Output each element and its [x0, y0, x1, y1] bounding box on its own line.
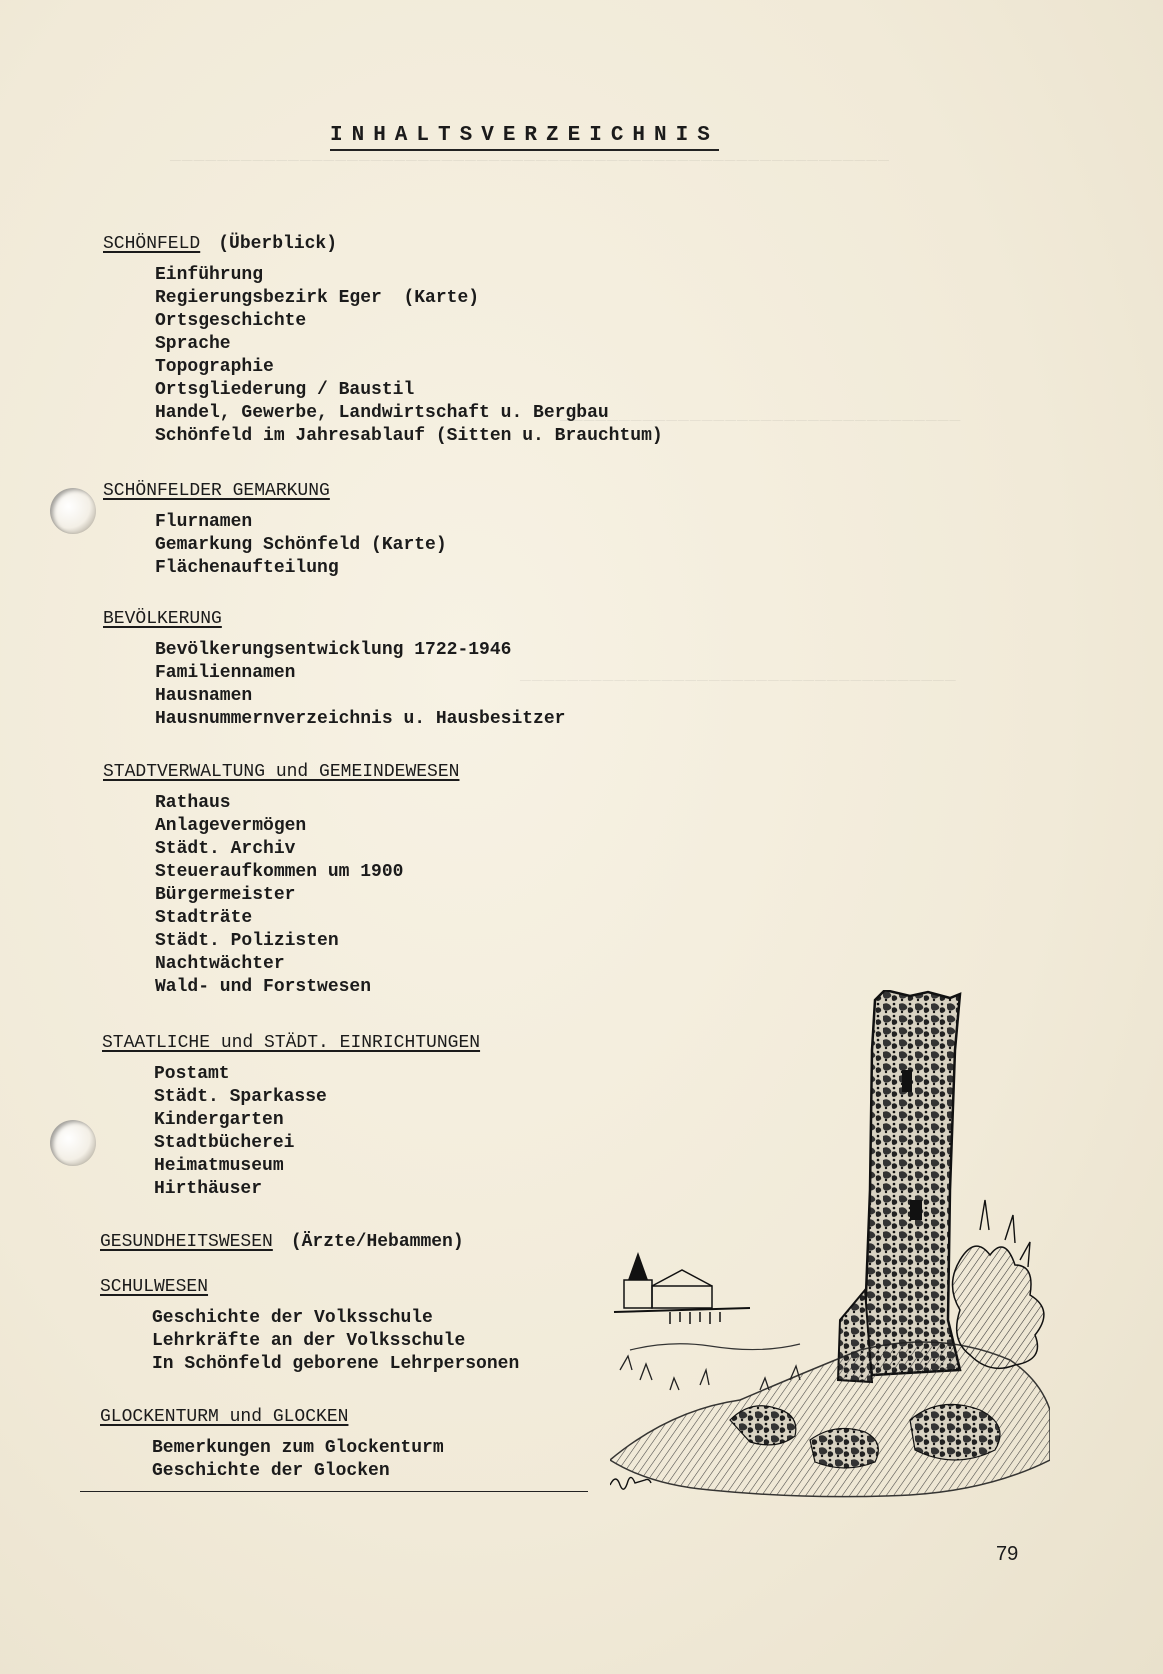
- toc-section-schoenfeld: [103, 234, 663, 448]
- toc-item: Ortsgeschichte: [155, 311, 307, 331]
- toc-item: Topographie: [155, 357, 274, 377]
- section-heading: STADTVERWALTUNG und GEMEINDEWESEN: [103, 762, 460, 782]
- toc-section-stadtverwaltung: [103, 762, 459, 999]
- toc-item: Einführung: [155, 265, 264, 285]
- page-number: 79: [996, 1543, 1019, 1565]
- section-heading: SCHULWESEN: [100, 1277, 209, 1297]
- toc-item: Kindergarten: [154, 1110, 284, 1130]
- toc-item: Flurnamen: [155, 512, 253, 532]
- toc-item: Hausnummernverzeichnis u. Hausbesitzer: [155, 709, 566, 729]
- toc-item: Stadträte: [155, 908, 253, 928]
- item-list: [155, 792, 459, 999]
- item-list: [152, 1437, 444, 1483]
- toc-item: Bemerkungen zum Glockenturm: [152, 1438, 444, 1458]
- bottom-rule: [80, 1491, 588, 1492]
- toc-item: Städt. Sparkasse: [154, 1087, 327, 1107]
- toc-item: Gemarkung Schönfeld (Karte): [155, 535, 447, 555]
- toc-item: Städt. Polizisten: [155, 931, 339, 951]
- toc-item: Wald- und Forstwesen: [155, 977, 372, 997]
- toc-item: Regierungsbezirk Eger (Karte): [155, 288, 480, 308]
- toc-item: Flächenaufteilung: [155, 558, 339, 578]
- toc-item: Ortsgliederung / Baustil: [155, 380, 415, 400]
- toc-item: Heimatmuseum: [154, 1156, 284, 1176]
- page-title: INHALTSVERZEICHNIS: [330, 124, 719, 151]
- toc-item: In Schönfeld geborene Lehrpersonen: [152, 1354, 520, 1374]
- toc-item: Bevölkerungsentwicklung 1722-1946: [155, 640, 512, 660]
- toc-item: Nachtwächter: [155, 954, 285, 974]
- section-heading: GESUNDHEITSWESEN: [100, 1232, 273, 1252]
- punch-hole-upper: [50, 488, 96, 534]
- toc-item: Schönfeld im Jahresablauf (Sitten u. Brauchtum): [155, 426, 663, 446]
- toc-item: Städt. Archiv: [155, 839, 296, 859]
- document-page: ‾‾‾‾‾‾‾‾‾‾‾‾‾‾‾‾‾‾‾‾‾‾‾‾‾‾‾‾‾‾‾‾‾‾‾‾‾‾‾‾‾‾‾‾‾‾‾‾‾‾‾‾‾‾‾‾‾‾‾‾‾ ‾‾‾‾‾‾‾‾‾‾‾‾‾‾‾‾‾‾‾‾‾‾‾‾‾‾‾‾‾‾‾‾‾‾ ‾‾‾‾‾‾‾‾‾‾‾‾‾‾‾‾‾‾‾‾‾‾‾‾‾‾‾‾‾‾‾‾‾‾‾‾‾ INHALTSVERZEICHNIS SCHÖNFELD (Überblick) Einführung Regierungsbezirk Eger (Karte) Ortsgeschichte Sprache Topographie Ortsgliederung / Baustil Handel, Gewerbe, Landwirtschaft u. Bergbau Schönfeld im Jahresablauf (Sitten u. Brauchtum) SCHÖNFELDER GEMARKUNG Flurnamen Gemarkung Schönfeld (Karte) Flächenaufteilung BEVÖLKERUNG Bevölkerungsentwicklung 1722-1946 Familiennamen Hausnamen Hausnummernverzeichnis u. Hausbesitzer STADTVERWALTUNG und GEMEINDEWESEN Rathaus Anlagevermögen Städt. Archiv Steueraufkommen um 1900 Bürgermeister Stadträte Städt. Polizisten Nachtwächter Wald- und Forstwesen STAATLICHE und STÄDT. EINRICHTUNGEN Postamt Städt. Sparkasse Kindergarten Stadtbücherei Heimatmuseum Hirthäuser GESUNDHEITSWESEN (Ärzte/Hebammen) SCHULWESEN Geschichte der Volksschule Lehrkräfte an der Volksschule In Schönfeld geborene Lehrpersonen GLOCKENTURM und GLOCKEN Bemerkungen zum Glockenturm Geschichte der Glocken 79: [0, 0, 1163, 1674]
- toc-item: Rathaus: [155, 793, 231, 813]
- toc-section-schulwesen: [100, 1277, 519, 1376]
- punch-hole-lower: [50, 1120, 96, 1166]
- section-heading: STAATLICHE und STÄDT. EINRICHTUNGEN: [102, 1033, 481, 1053]
- toc-section-gesundheitswesen: [100, 1232, 464, 1252]
- toc-section-glockenturm: [100, 1407, 444, 1483]
- tower-illustration: [610, 990, 1050, 1500]
- toc-section-bevoelkerung: [103, 609, 565, 731]
- item-list: [154, 1063, 480, 1201]
- section-note: (Ärzte/Hebammen): [290, 1232, 464, 1252]
- section-heading: SCHÖNFELD: [103, 234, 201, 254]
- section-heading: BEVÖLKERUNG: [103, 609, 222, 629]
- toc-item: Lehrkräfte an der Volksschule: [152, 1331, 466, 1351]
- section-heading: GLOCKENTURM und GLOCKEN: [100, 1407, 349, 1427]
- item-list: [155, 264, 663, 448]
- item-list: [155, 639, 565, 731]
- toc-item: Handel, Gewerbe, Landwirtschaft u. Bergbau: [155, 403, 609, 423]
- toc-item: Hirthäuser: [154, 1179, 263, 1199]
- item-list: [155, 511, 447, 580]
- toc-item: Anlagevermögen: [155, 816, 307, 836]
- toc-section-gemarkung: [103, 481, 447, 580]
- toc-item: Sprache: [155, 334, 231, 354]
- toc-item: Bürgermeister: [155, 885, 296, 905]
- item-list: [152, 1307, 519, 1376]
- toc-item: Geschichte der Volksschule: [152, 1308, 433, 1328]
- toc-item: Steueraufkommen um 1900: [155, 862, 404, 882]
- toc-item: Stadtbücherei: [154, 1133, 295, 1153]
- toc-item: Postamt: [154, 1064, 230, 1084]
- section-note: (Überblick): [218, 234, 338, 254]
- toc-item: Geschichte der Glocken: [152, 1461, 390, 1481]
- toc-item: Hausnamen: [155, 686, 253, 706]
- section-heading: SCHÖNFELDER GEMARKUNG: [103, 481, 330, 501]
- toc-section-einrichtungen: [102, 1033, 480, 1201]
- toc-item: Familiennamen: [155, 663, 296, 683]
